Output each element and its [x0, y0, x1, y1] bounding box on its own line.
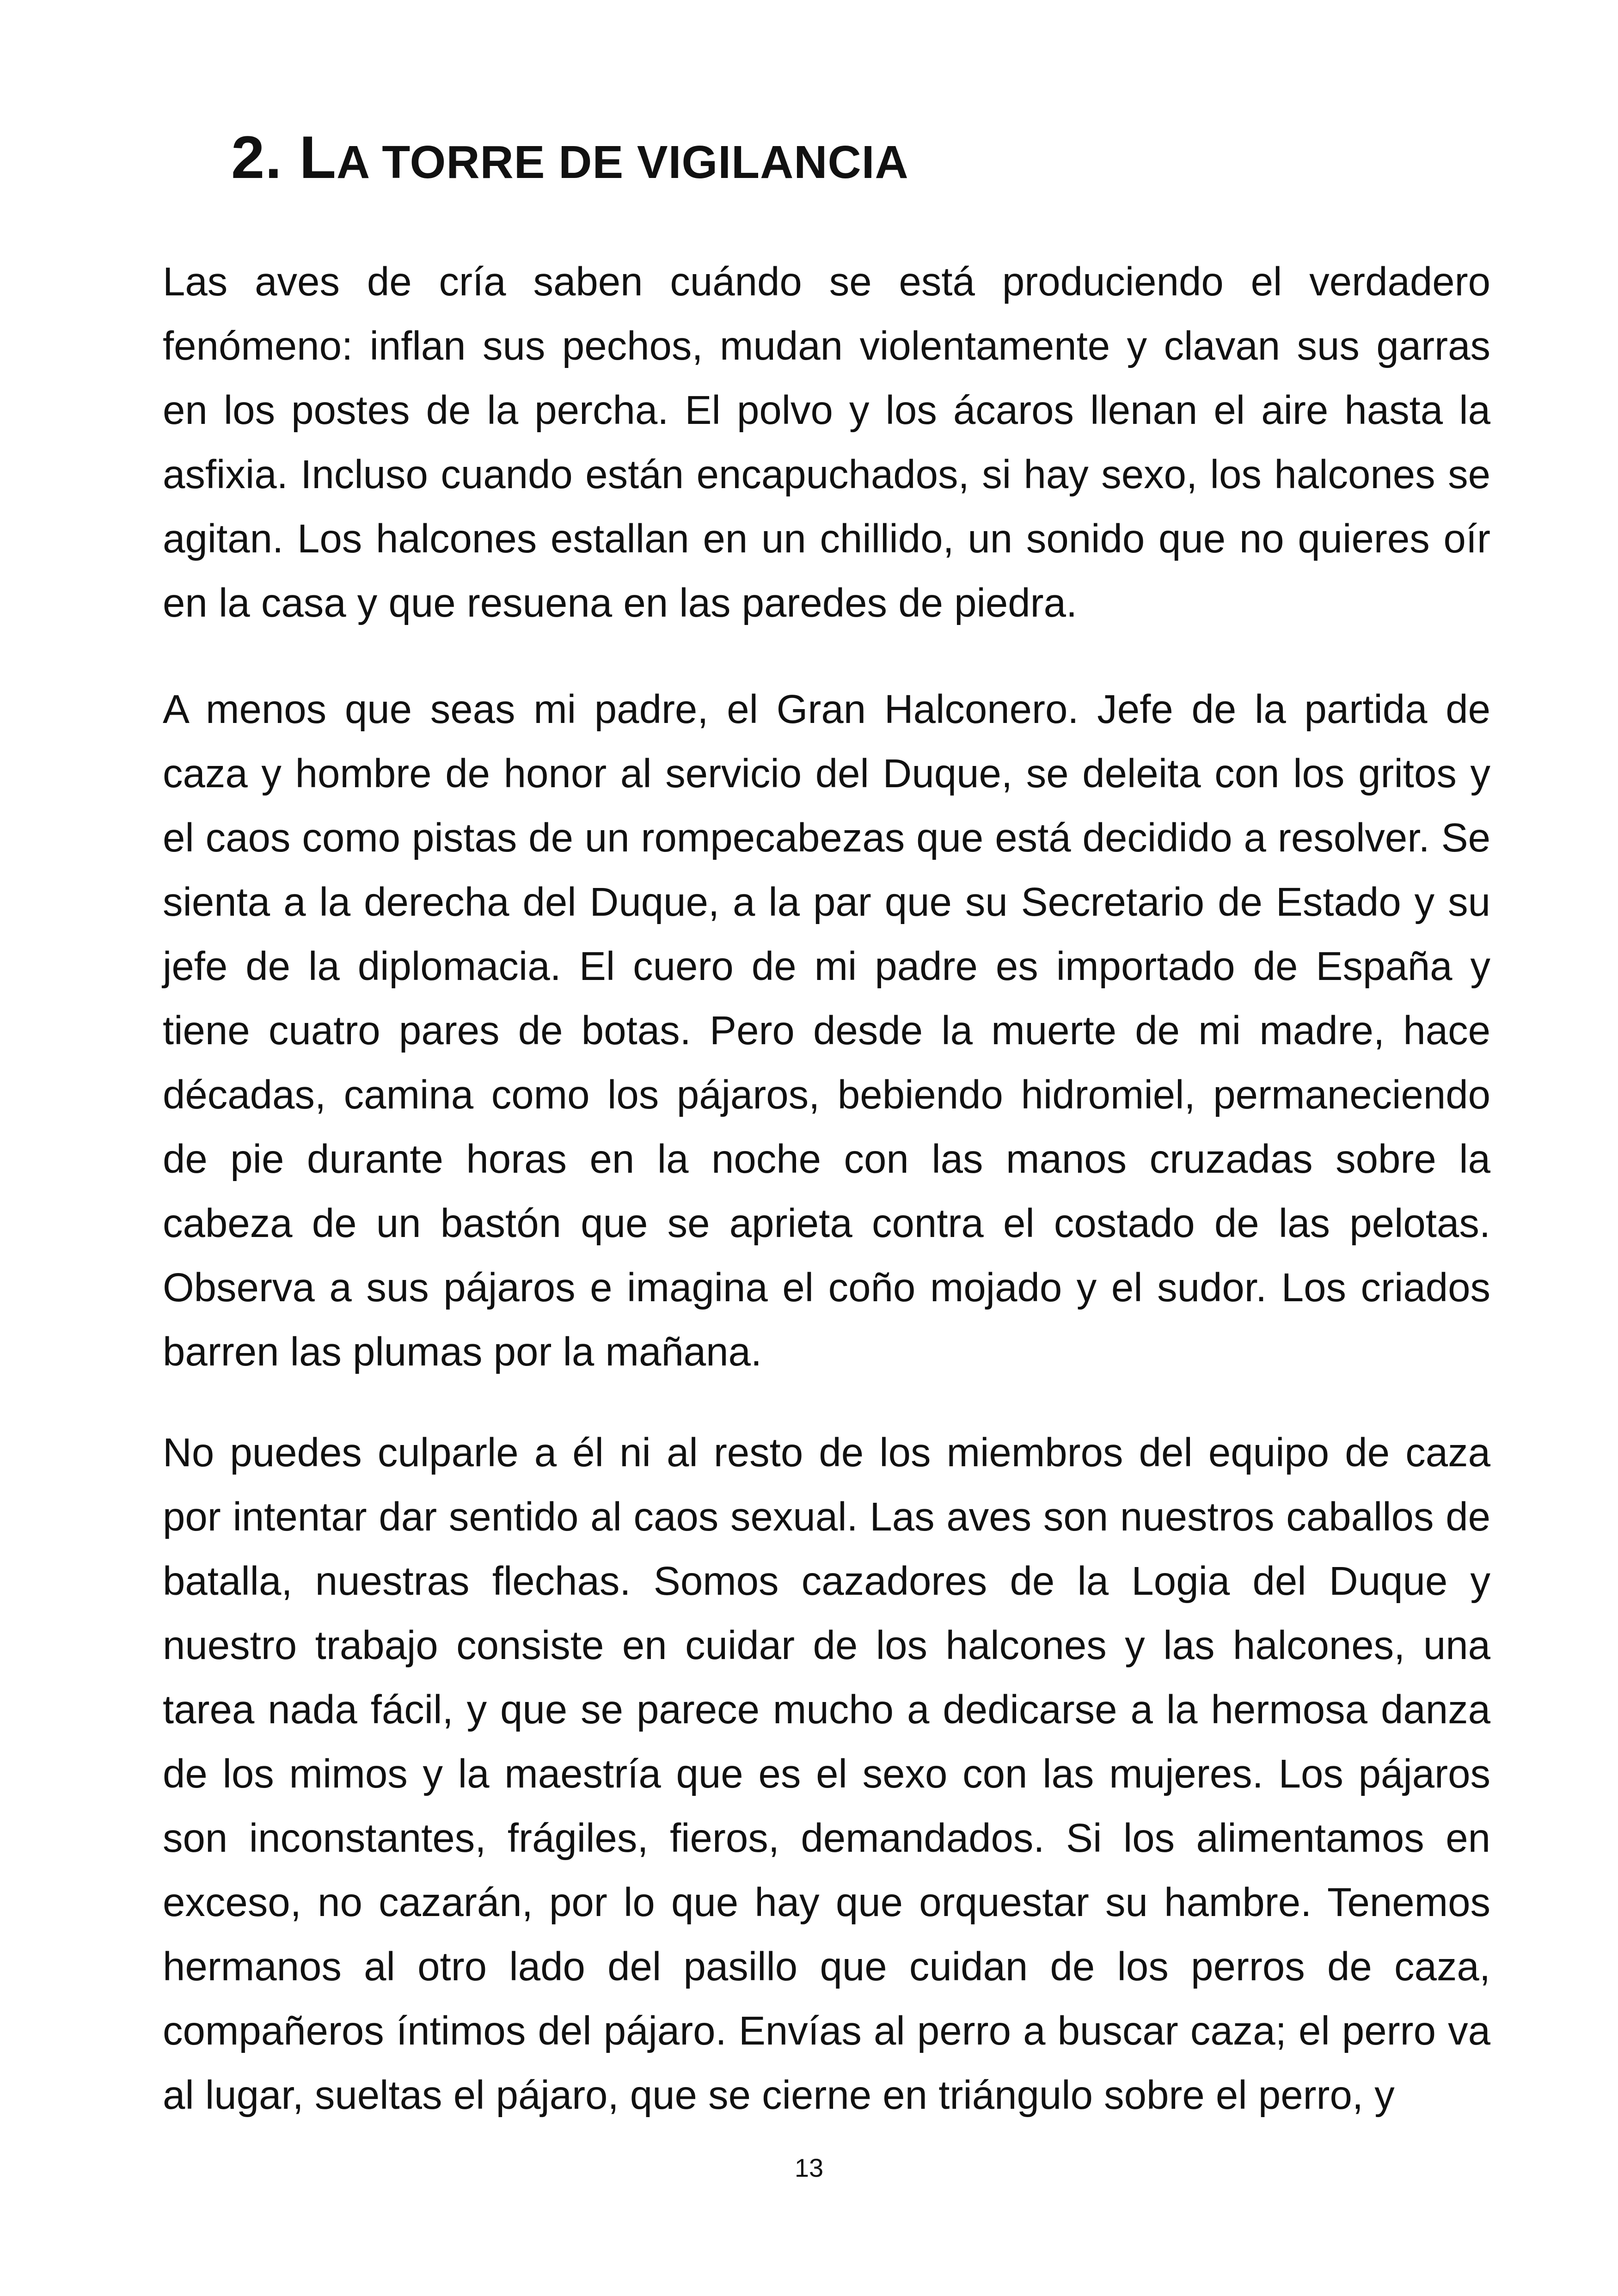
body-paragraph: A menos que seas mi padre, el Gran Halconero. Jefe de la partida de caza y hombre de honor al servicio del Duque, se deleita con los gritos y el caos como pistas de un rompecabezas que está decidido a resolver. Se sienta a la derecha del Duque, a la par que su Secretario de Estado y su jefe de la diplomacia. El cuero de mi padre es importado de España y tiene cuatro pares de botas. Pero desde la muerte de mi madre, hace décadas, camina como los pájaros, bebiendo hidromiel, permaneciendo de pie durante horas en la noche con las manos cruzadas sobre la cabeza de un bastón que se aprieta contra el costado de las pelotas. Observa a sus pájaros e imagina el coño mojado y el sudor. Los criados barren las plumas por la mañana. [163, 687, 1490, 1374]
chapter-title-rest: A TORRE DE VIGILANCIA [336, 136, 909, 188]
chapter-number: 2. [231, 123, 282, 191]
chapter-title-initial: L [299, 123, 337, 191]
body-paragraph: Las aves de cría saben cuándo se está produciendo el verdadero fenómeno: inflan sus pechos, mudan violentamente y clavan sus garras en los postes de la percha. El polvo y los ácaros llenan el aire hasta la asfixia. Incluso cuando están encapuchados, si hay sexo, los halcones se agitan. Los halcones estallan en un chillido, un sonido que no quieres oír en la casa y que resuena en las paredes de piedra. [163, 259, 1490, 625]
page-number: 13 [794, 2153, 824, 2182]
body-paragraph: No puedes culparle a él ni al resto de los miembros del equipo de caza por intentar dar sentido al caos sexual. Las aves son nuestros caballos de batalla, nuestras flechas. Somos cazadores de la Logia del Duque y nuestro trabajo consiste en cuidar de los halcones y las halcones, una tarea nada fácil, y que se parece mucho a dedicarse a la hermosa danza de los mimos y la maestría que es el sexo con las mujeres. Los pájaros son inconstantes, frágiles, fieros, demandados. Si los alimentamos en exceso, no cazarán, por lo que hay que orquestar su hambre. Tenemos hermanos al otro lado del pasillo que cuidan de los perros de caza, compañeros íntimos del pájaro. Envías al perro a buscar caza; el perro va al lugar, sueltas el pájaro, que se cierne en triángulo sobre el perro, y [163, 1430, 1490, 2118]
chapter-title [231, 116, 909, 204]
